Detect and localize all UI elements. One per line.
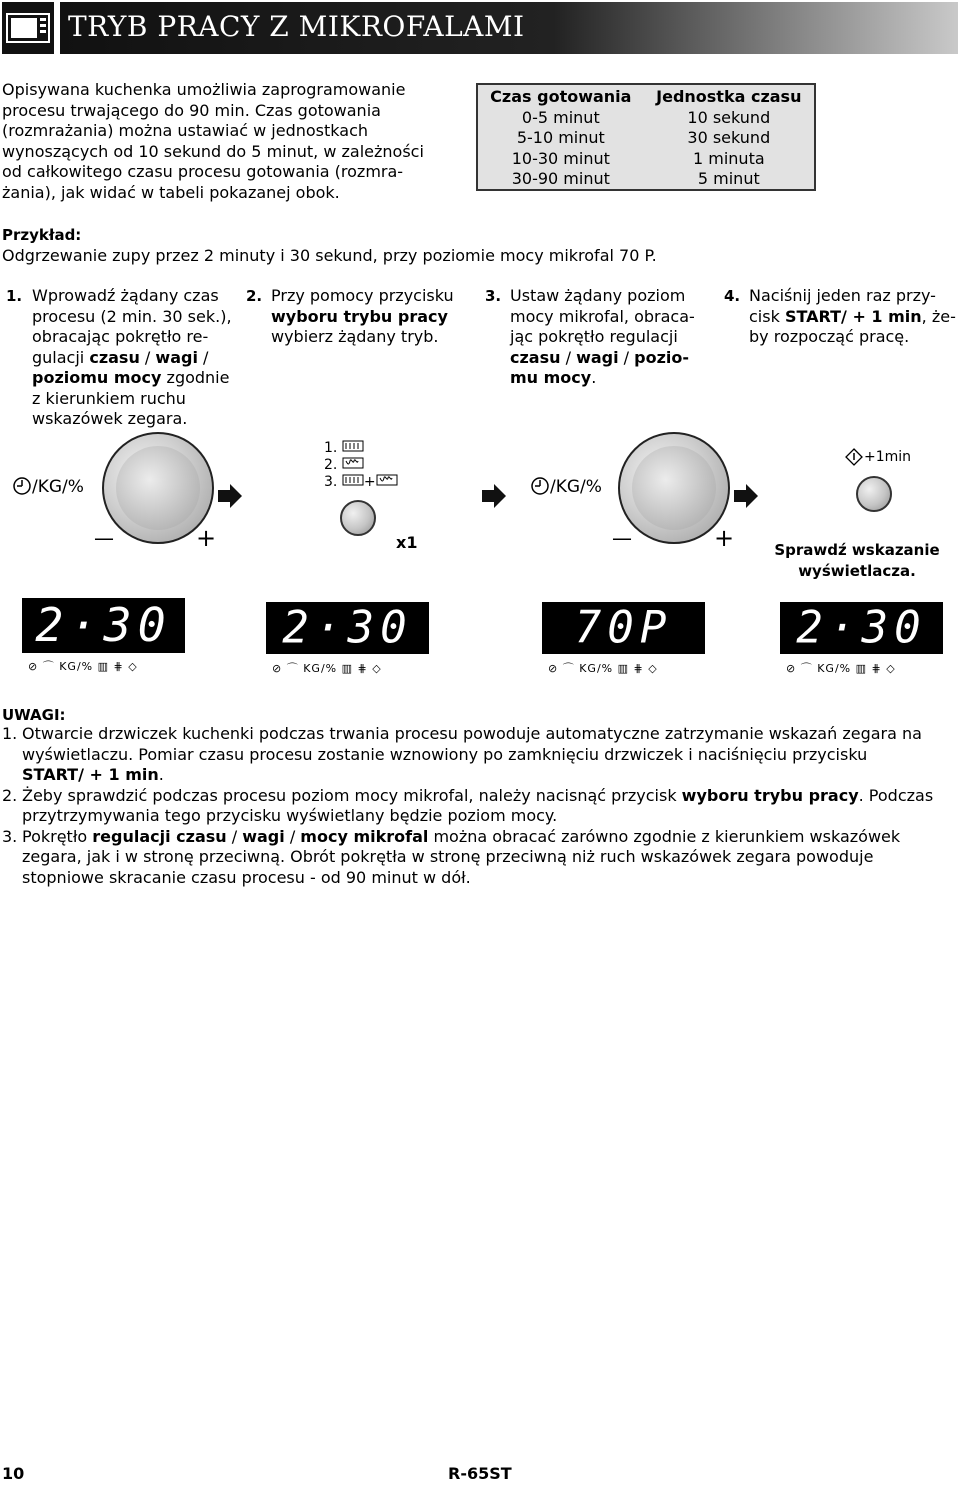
step-2-text: Przy pomocy przycisku wyboru trybu pracy wybierz żądany tryb. <box>271 286 454 346</box>
example-text: Odgrzewanie zupy przez 2 minuty i 30 sekund, przy poziomie mocy mikrofal 70 P. <box>2 246 657 265</box>
lcd-display <box>266 602 429 654</box>
table-cell: 5-10 minut <box>516 128 605 148</box>
display-mode-icons: ⊘ ⌒ KG/% ▥ ⋕ ◇ <box>272 662 382 675</box>
lcd-display <box>780 602 943 654</box>
dial-plus-label: + <box>714 524 735 552</box>
start-button-label: +1min <box>864 449 912 465</box>
microwave-icon <box>2 2 54 54</box>
note-text: Pokrętło regulacji czasu / wagi / mocy mikrofal można obracać zarówno zgodnie z kierunkiem wskazówek zegara, jak i w stronę przeciwną. Obrót pokrętła w stronę przeciwną niż ruch wskazówek zegara powoduje stopniowe skracanie czasu procesu - od 90 minut w dół. <box>22 826 901 887</box>
check-display-line: wyświetlacza. <box>798 562 916 580</box>
step-1-text: Wprowadź żądany czas procesu (2 min. 30 sek.), obracając pokrętło re- gulacji czasu / wagi / poziomu mocy zgodnie z kierunkiem ruchu wskazówek zegara. <box>32 286 232 428</box>
check-display-line: Sprawdź wskazanie <box>774 541 940 559</box>
mode-list-number: 2. <box>324 457 338 473</box>
mode-select-button[interactable] <box>340 500 376 536</box>
page-title: TRYB PRACY Z MIKROFALAMI <box>68 10 525 43</box>
dial-plus-label: + <box>196 524 217 552</box>
lcd-display <box>22 598 185 653</box>
lcd-readout <box>266 602 429 654</box>
arrow-right-icon <box>216 482 244 514</box>
table-cell: 0-5 minut <box>521 107 600 127</box>
table-row <box>478 107 814 128</box>
combo-microwave-icon <box>376 474 398 486</box>
intro-line: (rozmrażania) można ustawiać w jednostkach <box>2 121 369 140</box>
step-number: 1. <box>6 287 23 305</box>
dial-label: /KG/% <box>32 477 84 497</box>
table-row <box>478 169 814 190</box>
lcd-readout <box>22 598 185 653</box>
arrow-right-icon <box>480 482 508 514</box>
grill-microwave-icon <box>342 440 364 452</box>
svg-text:2·30: 2·30 <box>796 602 927 654</box>
mode-list-number: 1. <box>324 440 338 456</box>
microwave-wave-icon <box>342 457 364 469</box>
model-number: R-65ST <box>448 1464 512 1483</box>
table-header: Czas gotowania <box>490 86 632 106</box>
display-mode-icons: ⊘ ⌒ KG/% ▥ ⋕ ◇ <box>548 662 658 675</box>
grill-icon <box>342 474 364 486</box>
svg-text:70P: 70P <box>574 602 673 654</box>
display-mode-icons: ⊘ ⌒ KG/% ▥ ⋕ ◇ <box>28 660 138 673</box>
clock-icon <box>12 476 32 500</box>
time-unit-table <box>476 83 816 191</box>
table-cell: 5 minut <box>697 169 760 189</box>
start-icon <box>845 448 863 470</box>
note-text: Otwarcie drzwiczek kuchenki podczas trwania procesu powoduje automatyczne zatrzymanie wskazań zegara na wyświetlaczu. Pomiar czasu procesu zostanie wznowiony po zamknięciu drzwiczek i naciśnięciu przycisku START/ + 1 min. <box>22 724 922 784</box>
note-number: 3. <box>2 826 18 846</box>
note-item <box>2 786 958 827</box>
table-row <box>478 148 814 169</box>
table-cell: 10 sekund <box>687 107 771 127</box>
arrow-right-icon <box>732 482 760 514</box>
mode-list-number: 3. <box>324 474 338 490</box>
intro-line: wynoszących od 10 sekund do 5 minut, w zależności <box>2 141 424 161</box>
dial-minus-label: — <box>612 526 632 550</box>
svg-text:2·30: 2·30 <box>282 602 413 654</box>
start-plus-1min-button[interactable] <box>856 476 892 512</box>
clock-icon <box>530 476 550 500</box>
lcd-display <box>542 602 705 654</box>
intro-paragraph <box>2 80 436 203</box>
note-item <box>2 827 958 889</box>
step-4-text: Naciśnij jeden raz przy- cisk START/ + 1 min, że- by rozpocząć pracę. <box>749 286 956 346</box>
dial-label: /KG/% <box>550 477 602 497</box>
display-mode-icons: ⊘ ⌒ KG/% ▥ ⋕ ◇ <box>786 662 896 675</box>
step-number: 3. <box>485 287 502 305</box>
step-number: 2. <box>246 287 263 305</box>
notes-list <box>2 724 958 888</box>
check-display-note <box>762 540 952 582</box>
intro-line: Opisywana kuchenka umożliwia zaprogramowanie <box>2 80 406 99</box>
dial-minus-label: — <box>94 526 114 550</box>
table-row <box>478 128 814 149</box>
lcd-readout <box>542 602 705 654</box>
press-count: x1 <box>396 533 418 552</box>
note-number: 1. <box>2 724 18 743</box>
notes-title: UWAGI: <box>2 706 66 724</box>
intro-line: żania), jak widać w tabeli pokazanej obok. <box>2 182 340 202</box>
page-number: 10 <box>2 1464 25 1483</box>
mode-list: 1. 2. 3. + <box>324 440 398 491</box>
intro-line: od całkowitego czasu procesu gotowania (rozmra- <box>2 162 404 181</box>
step-3-text: Ustaw żądany poziom mocy mikrofal, obraca- jąc pokrętło regulacji czasu / wagi / pozio- mu mocy. <box>510 286 695 387</box>
note-item <box>2 724 958 786</box>
example-label: Przykład: <box>2 226 82 244</box>
note-number: 2. <box>2 785 18 805</box>
table-header: Jednostka czasu <box>656 86 802 106</box>
table-cell: 30-90 minut <box>511 169 610 189</box>
table-cell: 1 minuta <box>692 148 765 168</box>
note-text: Żeby sprawdzić podczas procesu poziom mocy mikrofal, należy nacisnąć przycisk wyboru trybu pracy. Podczas przytrzymywania tego przycisku wyświetlany będzie poziom mocy. <box>22 785 934 825</box>
intro-line: procesu trwającego do 90 min. Czas gotowania <box>2 100 381 120</box>
table-cell: 10-30 minut <box>511 148 610 168</box>
lcd-readout <box>780 602 943 654</box>
step-number: 4. <box>724 287 741 305</box>
svg-text:2·30: 2·30 <box>35 598 172 653</box>
table-cell: 30 sekund <box>687 128 771 148</box>
